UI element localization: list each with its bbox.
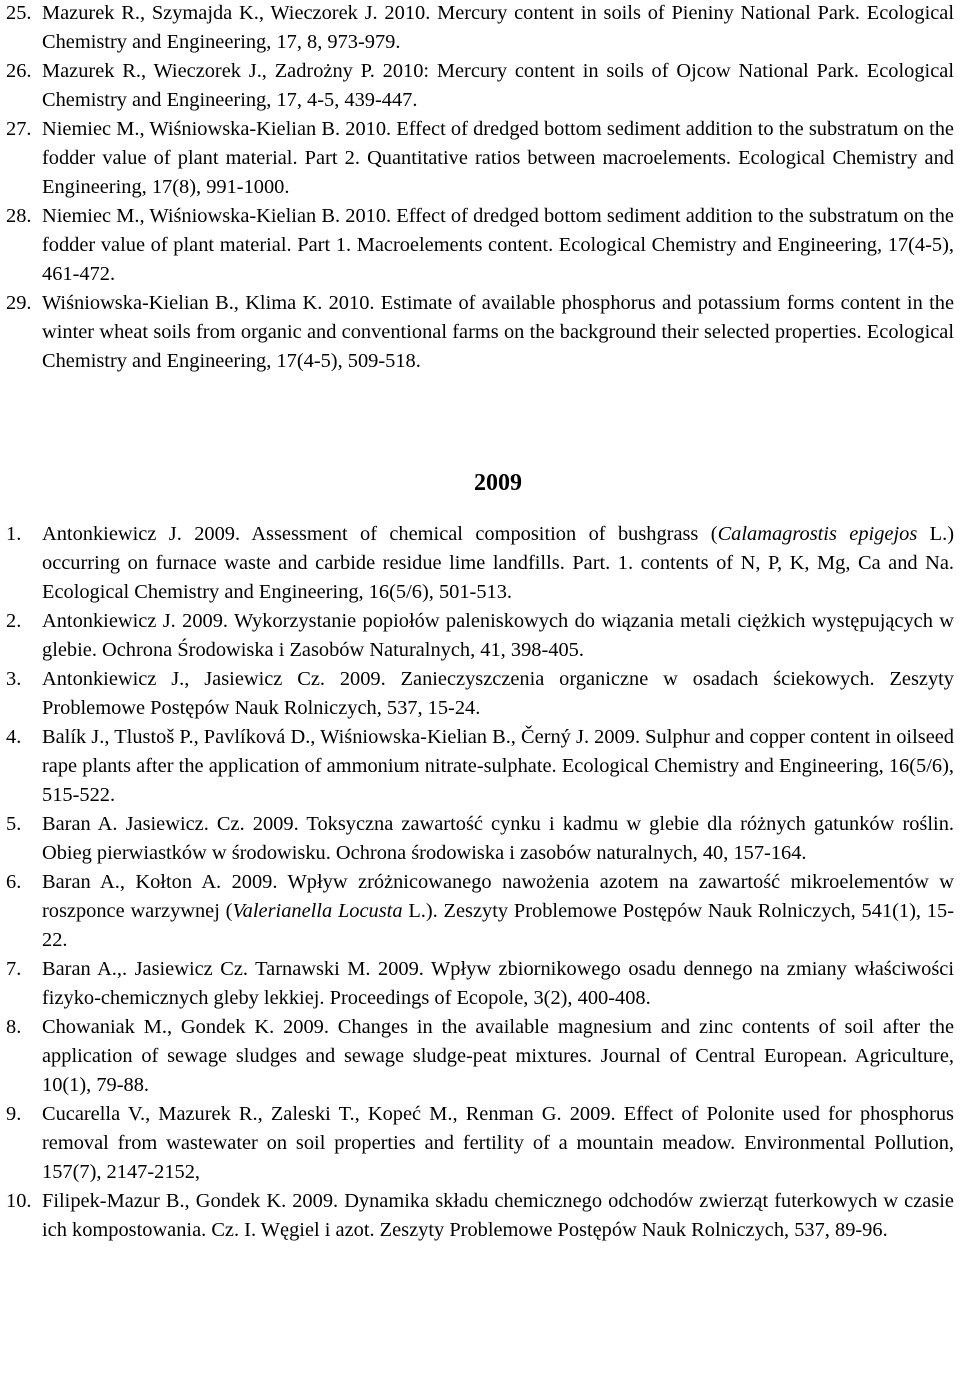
reference-number: 10. xyxy=(6,1190,32,1212)
reference-number: 6. xyxy=(6,871,22,893)
reference-entry xyxy=(6,607,954,665)
species-name: Valerianella Locusta xyxy=(232,900,403,922)
reference-entry xyxy=(6,520,954,607)
reference-text-part: Antonkiewicz J. 2009. Assessment of chemical composition of bushgrass ( xyxy=(42,523,718,545)
species-name: Calamagrostis epigejos xyxy=(717,523,918,545)
reference-entry xyxy=(6,955,954,1013)
reference-text-part: Baran A., Kołton A. 2009. Wpływ zróżnicowanego nawożenia azotem na zawartość mikroelementów w roszponce warzywnej ( xyxy=(42,871,954,922)
reference-text: Filipek-Mazur B., Gondek K. 2009. Dynamika składu chemicznego odchodów zwierząt futerkowych w czasie ich kompostowania. Cz. I. Węgiel i azot. Zeszyty Problemowe Postępów Nauk Rolniczych, 537, 89-96. xyxy=(42,1190,954,1241)
reference-entry xyxy=(6,57,954,115)
reference-entry xyxy=(6,1187,954,1245)
reference-entry xyxy=(6,810,954,868)
reference-number: 3. xyxy=(6,668,22,690)
reference-number: 4. xyxy=(6,726,22,748)
reference-entry xyxy=(6,868,954,955)
reference-number: 27. xyxy=(6,118,32,140)
reference-number: 5. xyxy=(6,813,22,835)
reference-text: Cucarella V., Mazurek R., Zaleski T., Kopeć M., Renman G. 2009. Effect of Polonite used for phosphorus removal from wastewater on soil properties and fertility of a mountain meadow. Environmental Pollution, 157(7), 2147-2152, xyxy=(42,1103,954,1183)
reference-text: Niemiec M., Wiśniowska-Kielian B. 2010. Effect of dredged bottom sediment addition to the substratum on the fodder value of plant material. Part 2. Quantitative ratios between macroelements. Ecological Chemistry and Engineering, 17(8), 991-1000. xyxy=(42,118,954,198)
reference-text: Mazurek R., Wieczorek J., Zadrożny P. 2010: Mercury content in soils of Ojcow National Park. Ecological Chemistry and Engineering, 17, 4-5, 439-447. xyxy=(42,60,954,111)
reference-entry xyxy=(6,115,954,202)
reference-entry xyxy=(6,665,954,723)
reference-entry xyxy=(6,1013,954,1100)
reference-text: Baran A.,. Jasiewicz Cz. Tarnawski M. 2009. Wpływ zbiornikowego osadu dennego na zmiany właściwości fizyko-chemicznych gleby lekkiej. Proceedings of Ecopole, 3(2), 400-408. xyxy=(42,958,954,1009)
reference-number: 9. xyxy=(6,1103,22,1125)
reference-text: Antonkiewicz J. 2009. Wykorzystanie popiołów paleniskowych do wiązania metali ciężkich występujących w glebie. Ochrona Środowiska i Zasobów Naturalnych, 41, 398-405. xyxy=(42,610,954,661)
reference-entry xyxy=(6,202,954,289)
reference-number: 7. xyxy=(6,958,22,980)
reference-text: Wiśniowska-Kielian B., Klima K. 2010. Estimate of available phosphorus and potassium forms content in the winter wheat soils from organic and conventional farms on the background their selected properties. Ecological Chemistry and Engineering, 17(4-5), 509-518. xyxy=(42,292,954,372)
reference-entry xyxy=(6,0,954,57)
reference-entry xyxy=(6,723,954,810)
reference-text: Niemiec M., Wiśniowska-Kielian B. 2010. Effect of dredged bottom sediment addition to the substratum on the fodder value of plant material. Part 1. Macroelements content. Ecological Chemistry and Engineering, 17(4-5), 461-472. xyxy=(42,205,954,285)
reference-entry xyxy=(6,289,954,376)
reference-list-2009 xyxy=(6,520,954,1245)
reference-number: 1. xyxy=(6,523,22,545)
reference-text-part: L.) occurring on furnace waste and carbide residue lime landfills. Part. 1. contents of N, P, K, Mg, Ca and Na. Ecological Chemistry and Engineering, 16(5/6), 501-513. xyxy=(42,523,954,603)
reference-number: 26. xyxy=(6,60,32,82)
reference-text: Balík J., Tlustoš P., Pavlíková D., Wiśniowska-Kielian B., Černý J. 2009. Sulphur and copper content in oilseed rape plants after the application of ammonium nitrate-sulphate. Ecological Chemistry and Engineering, 16(5/6), 515-522. xyxy=(42,726,954,806)
reference-text xyxy=(42,871,954,951)
reference-text: Mazurek R., Szymajda K., Wieczorek J. 2010. Mercury content in soils of Pieniny National Park. Ecological Chemistry and Engineering, 17, 8, 973-979. xyxy=(42,2,954,53)
reference-list-2010 xyxy=(6,0,954,376)
reference-number: 8. xyxy=(6,1016,22,1038)
reference-number: 2. xyxy=(6,610,22,632)
reference-number: 25. xyxy=(6,2,32,24)
reference-text-part: L.). Zeszyty Problemowe Postępów Nauk Rolniczych, 541(1), 15-22. xyxy=(42,900,954,951)
reference-text: Baran A. Jasiewicz. Cz. 2009. Toksyczna zawartość cynku i kadmu w glebie dla różnych gatunków roślin. Obieg pierwiastków w środowisku. Ochrona środowiska i zasobów naturalnych, 40, 157-164. xyxy=(42,813,954,864)
reference-text: Chowaniak M., Gondek K. 2009. Changes in the available magnesium and zinc contents of soil after the application of sewage sludges and sewage sludge-peat mixtures. Journal of Central European. Agriculture, 10(1), 79-88. xyxy=(42,1016,954,1096)
reference-text: Antonkiewicz J., Jasiewicz Cz. 2009. Zanieczyszczenia organiczne w osadach ściekowych. Zeszyty Problemowe Postępów Nauk Rolniczych, 537, 15-24. xyxy=(42,668,954,719)
year-heading: 2009 xyxy=(474,470,522,496)
reference-number: 29. xyxy=(6,292,32,314)
reference-entry xyxy=(6,1100,954,1187)
reference-number: 28. xyxy=(6,205,32,227)
reference-text xyxy=(42,523,954,603)
